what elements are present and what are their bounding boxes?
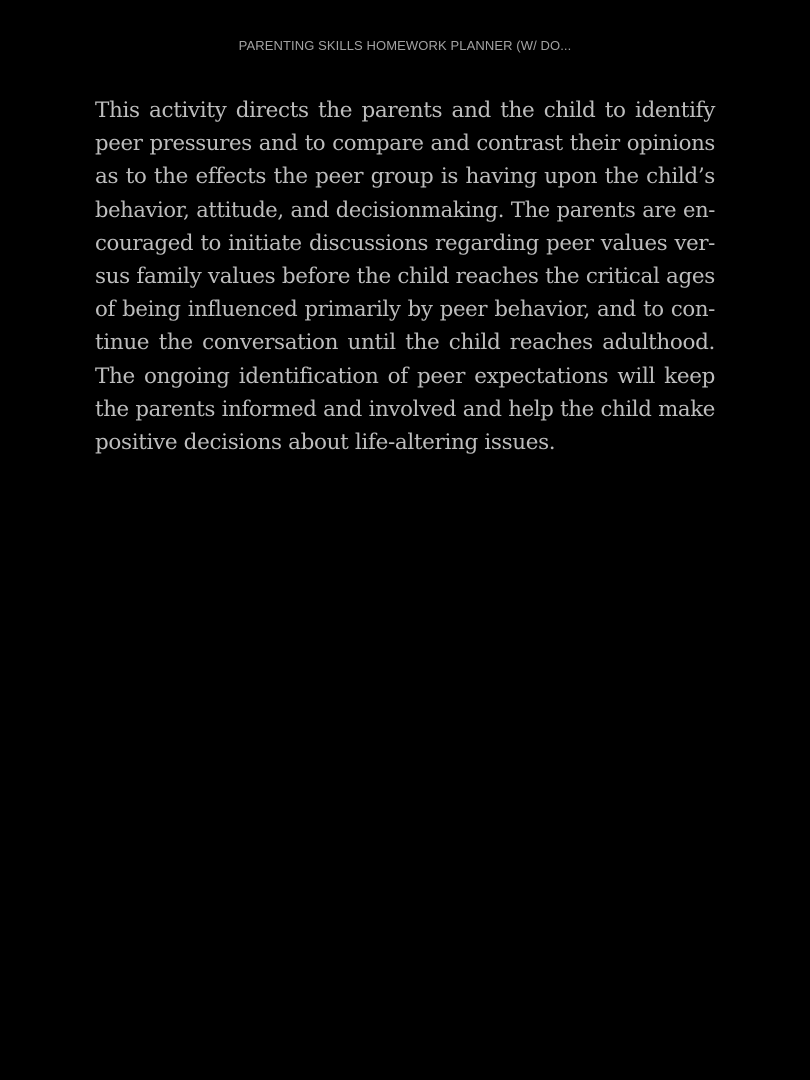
text-line: tinue the conversation until the child reaches adulthood. (95, 330, 715, 356)
text-line: The ongoing identification of peer expectations will keep (95, 363, 715, 389)
text-line: positive decisions about life-altering issues. (95, 430, 556, 456)
text-line: peer pressures and to compare and contrast their opinions (95, 131, 715, 157)
body-paragraph (95, 94, 715, 459)
text-line: the parents informed and involved and help the child make (95, 396, 715, 422)
book-title-header: PARENTING SKILLS HOMEWORK PLANNER (W/ DO... (238, 38, 572, 53)
text-line: of being influenced primarily by peer behavior, and to con- (95, 297, 715, 323)
text-line: This activity directs the parents and the child to identify (95, 98, 715, 123)
page-body (95, 94, 715, 459)
text-line: sus family values before the child reaches the critical ages (95, 264, 715, 290)
text-line: behavior, attitude, and decisionmaking. The parents are en- (95, 197, 715, 222)
text-line: couraged to initiate discussions regarding peer values ver- (95, 230, 715, 256)
text-line: as to the effects the peer group is having upon the child’s (95, 164, 715, 190)
